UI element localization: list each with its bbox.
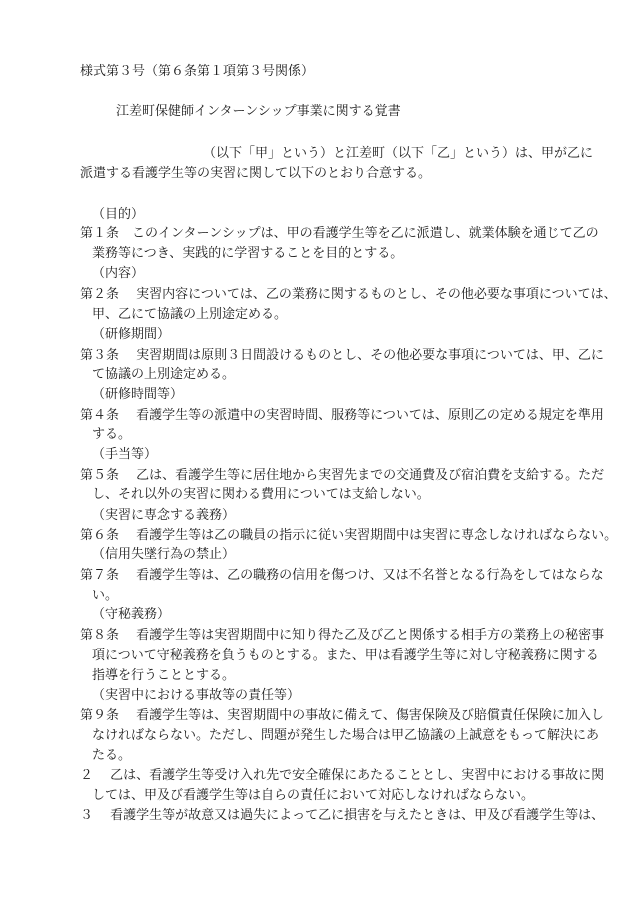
article-line: 項について守秘義務を負うものとする。また、甲は看護学生等に対し守秘義務に関する [92, 648, 599, 663]
article-heading: （研修期間） [92, 327, 171, 342]
article-line: 業務等につき、実践的に学習することを目的とする。 [92, 246, 404, 261]
article-line: 第４条 看護学生等の派遣中の実習時間、服務等については、原則乙の定める規定を準用 [80, 408, 604, 423]
article-heading: （目的） [92, 207, 145, 222]
article-line: い。 [92, 588, 119, 603]
article-line: 第１条 このインターンシップは、甲の看護学生等を乙に派遣し、就業体験を通じて乙の [80, 226, 599, 241]
paragraph-line: ３ 看護学生等が故意又は過失によって乙に損害を与えたときは、甲及び看護学生等は、 [80, 808, 605, 823]
form-label: 様式第３号（第６条第１項第３号関係） [80, 64, 315, 79]
article-line: なければならない。ただし、問題が発生した場合は甲乙協議の上誠意をもって解決にあ [92, 728, 600, 743]
article-line: て協議の上別途定める。 [92, 367, 236, 382]
article-heading: （信用失墜行為の禁止） [92, 547, 236, 562]
article-heading: （研修時間等） [92, 387, 184, 402]
paragraph-line: しては、甲及び看護学生等は自らの責任において対応しなければならない。 [92, 788, 535, 803]
article-line: 第７条 看護学生等は、乙の職務の信用を傷つけ、又は不名誉となる行為をしてはならな [80, 568, 604, 583]
article-line: 第９条 看護学生等は、実習期間中の事故に備えて、傷害保険及び賠償責任保険に加入し [80, 708, 604, 723]
article-line: たる。 [92, 748, 132, 763]
document-title: 江差町保健師インターンシップ事業に関する覚書 [116, 104, 401, 119]
article-line: 第２条 実習内容については、乙の業務に関するものとし、その他必要な事項については、 [80, 287, 617, 302]
article-line: 第８条 看護学生等は実習期間中に知り得た乙及び乙と関係する相手方の業務上の秘密事 [80, 628, 605, 643]
article-line: 甲、乙にて協議の上別途定める。 [92, 307, 288, 322]
paragraph-line: ２ 乙は、看護学生等受け入れ先で安全確保にあたることとし、実習中における事故に関 [80, 768, 605, 783]
article-heading: （守秘義務） [92, 607, 171, 622]
article-heading: （内容） [92, 266, 145, 281]
article-line: 第５条 乙は、看護学生等に居住地から実習先までの交通費及び宿泊費を支給する。ただ [80, 468, 605, 483]
article-line: 指導を行うこととする。 [92, 668, 236, 683]
preamble-line-2: 派遣する看護学生等の実習に関して以下のとおり合意する。 [80, 166, 432, 181]
article-heading: （手当等） [92, 447, 158, 462]
article-heading: （実習中における事故等の責任等） [92, 688, 301, 703]
article-line: し、それ以外の実習に関わる費用については支給しない。 [92, 487, 430, 502]
article-line: 第６条 看護学生等は乙の職員の指示に従い実習期間中は実習に専念しなければならない。 [80, 528, 618, 543]
article-line: 第３条 実習期間は原則３日間設けるものとし、その他必要な事項については、甲、乙に [80, 348, 604, 363]
preamble-line-1: （以下「甲」という）と江差町（以下「乙」という）は、甲が乙に [203, 146, 594, 161]
article-heading: （実習に専念する義務） [92, 508, 236, 523]
article-line: する。 [92, 427, 132, 442]
